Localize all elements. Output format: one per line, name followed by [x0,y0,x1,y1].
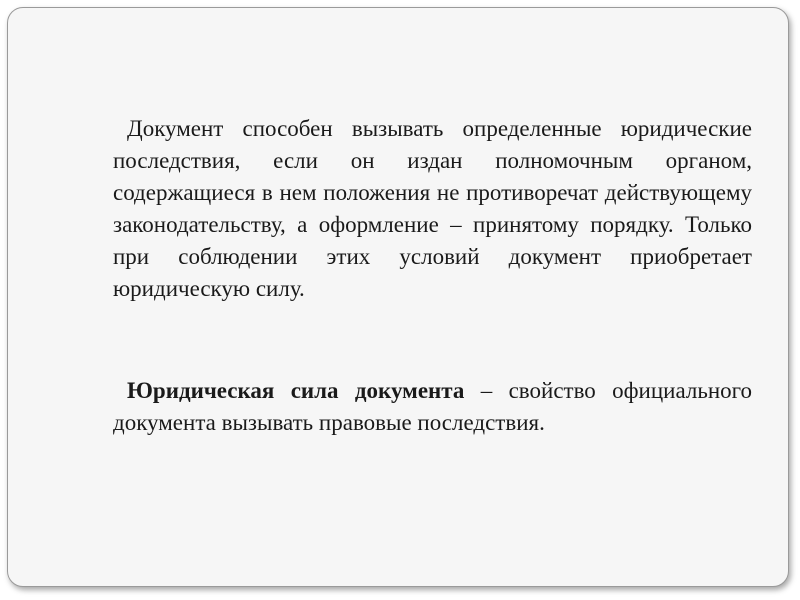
definition-text: – свойство официального документа вызывать правовые последствия. [113,378,753,435]
paragraph-1-text: Документ способен вызывать определенные юридические последствия, если он издан полномочным органом, содержащиеся в нем положения не противоречат действующему законодательству, а оформление – принятому порядку. Только при соблюдении этих условий документ приобретает юридическую силу. [113,116,752,301]
definition-term: Юридическая сила документа [127,378,465,403]
paragraph-definition [113,375,752,439]
paragraph-legal-consequences [113,113,752,305]
